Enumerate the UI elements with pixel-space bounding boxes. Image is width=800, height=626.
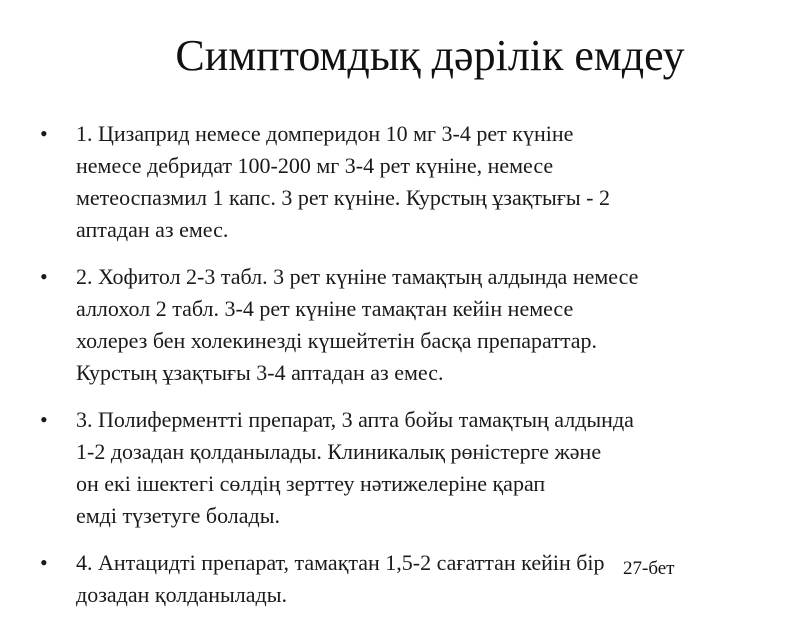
bullet-dot-icon: • xyxy=(40,550,48,575)
bullet-dot-icon: • xyxy=(40,407,48,432)
page-number: 27-бет xyxy=(623,558,675,579)
bullet-list xyxy=(40,118,770,626)
bullet-text: 2. Хофитол 2-3 табл. 3 рет күніне тамақтың алдында немесе аллохол 2 табл. 3-4 рет күніне тамақтан кейін немесе холерез бен холекинезді күшейтетін басқа препараттар. Курстың ұзақтығы 3-4 аптадан аз емес. xyxy=(76,264,639,385)
slide-title: Симптомдық дәрілік емдеу xyxy=(175,31,685,80)
bullet-dot-icon: • xyxy=(40,264,48,289)
bullet-item-3 xyxy=(40,404,770,532)
bullet-text: 1. Цизаприд немесе домперидон 10 мг 3-4 рет күніне немесе дебридат 100-200 мг 3-4 рет күніне, немесе метеоспазмил 1 капс. 3 рет күніне. Курстың ұзақтығы - 2 аптадан аз емес. xyxy=(76,121,610,242)
bullet-dot-icon: • xyxy=(40,121,48,146)
bullet-text: 4. Антацидті препарат, тамақтан 1,5-2 сағаттан кейін бір дозадан қолданылады. xyxy=(76,550,605,607)
bullet-item-2 xyxy=(40,261,770,389)
bullet-text: 3. Полиферментті препарат, 3 апта бойы тамақтың алдында 1-2 дозадан қолданылады. Клиникалық рөністерге және он екі ішектегі сөлдің зерттеу нәтижелеріне қарап емді түзетуге болады. xyxy=(76,407,634,528)
bullet-item-1 xyxy=(40,118,770,246)
